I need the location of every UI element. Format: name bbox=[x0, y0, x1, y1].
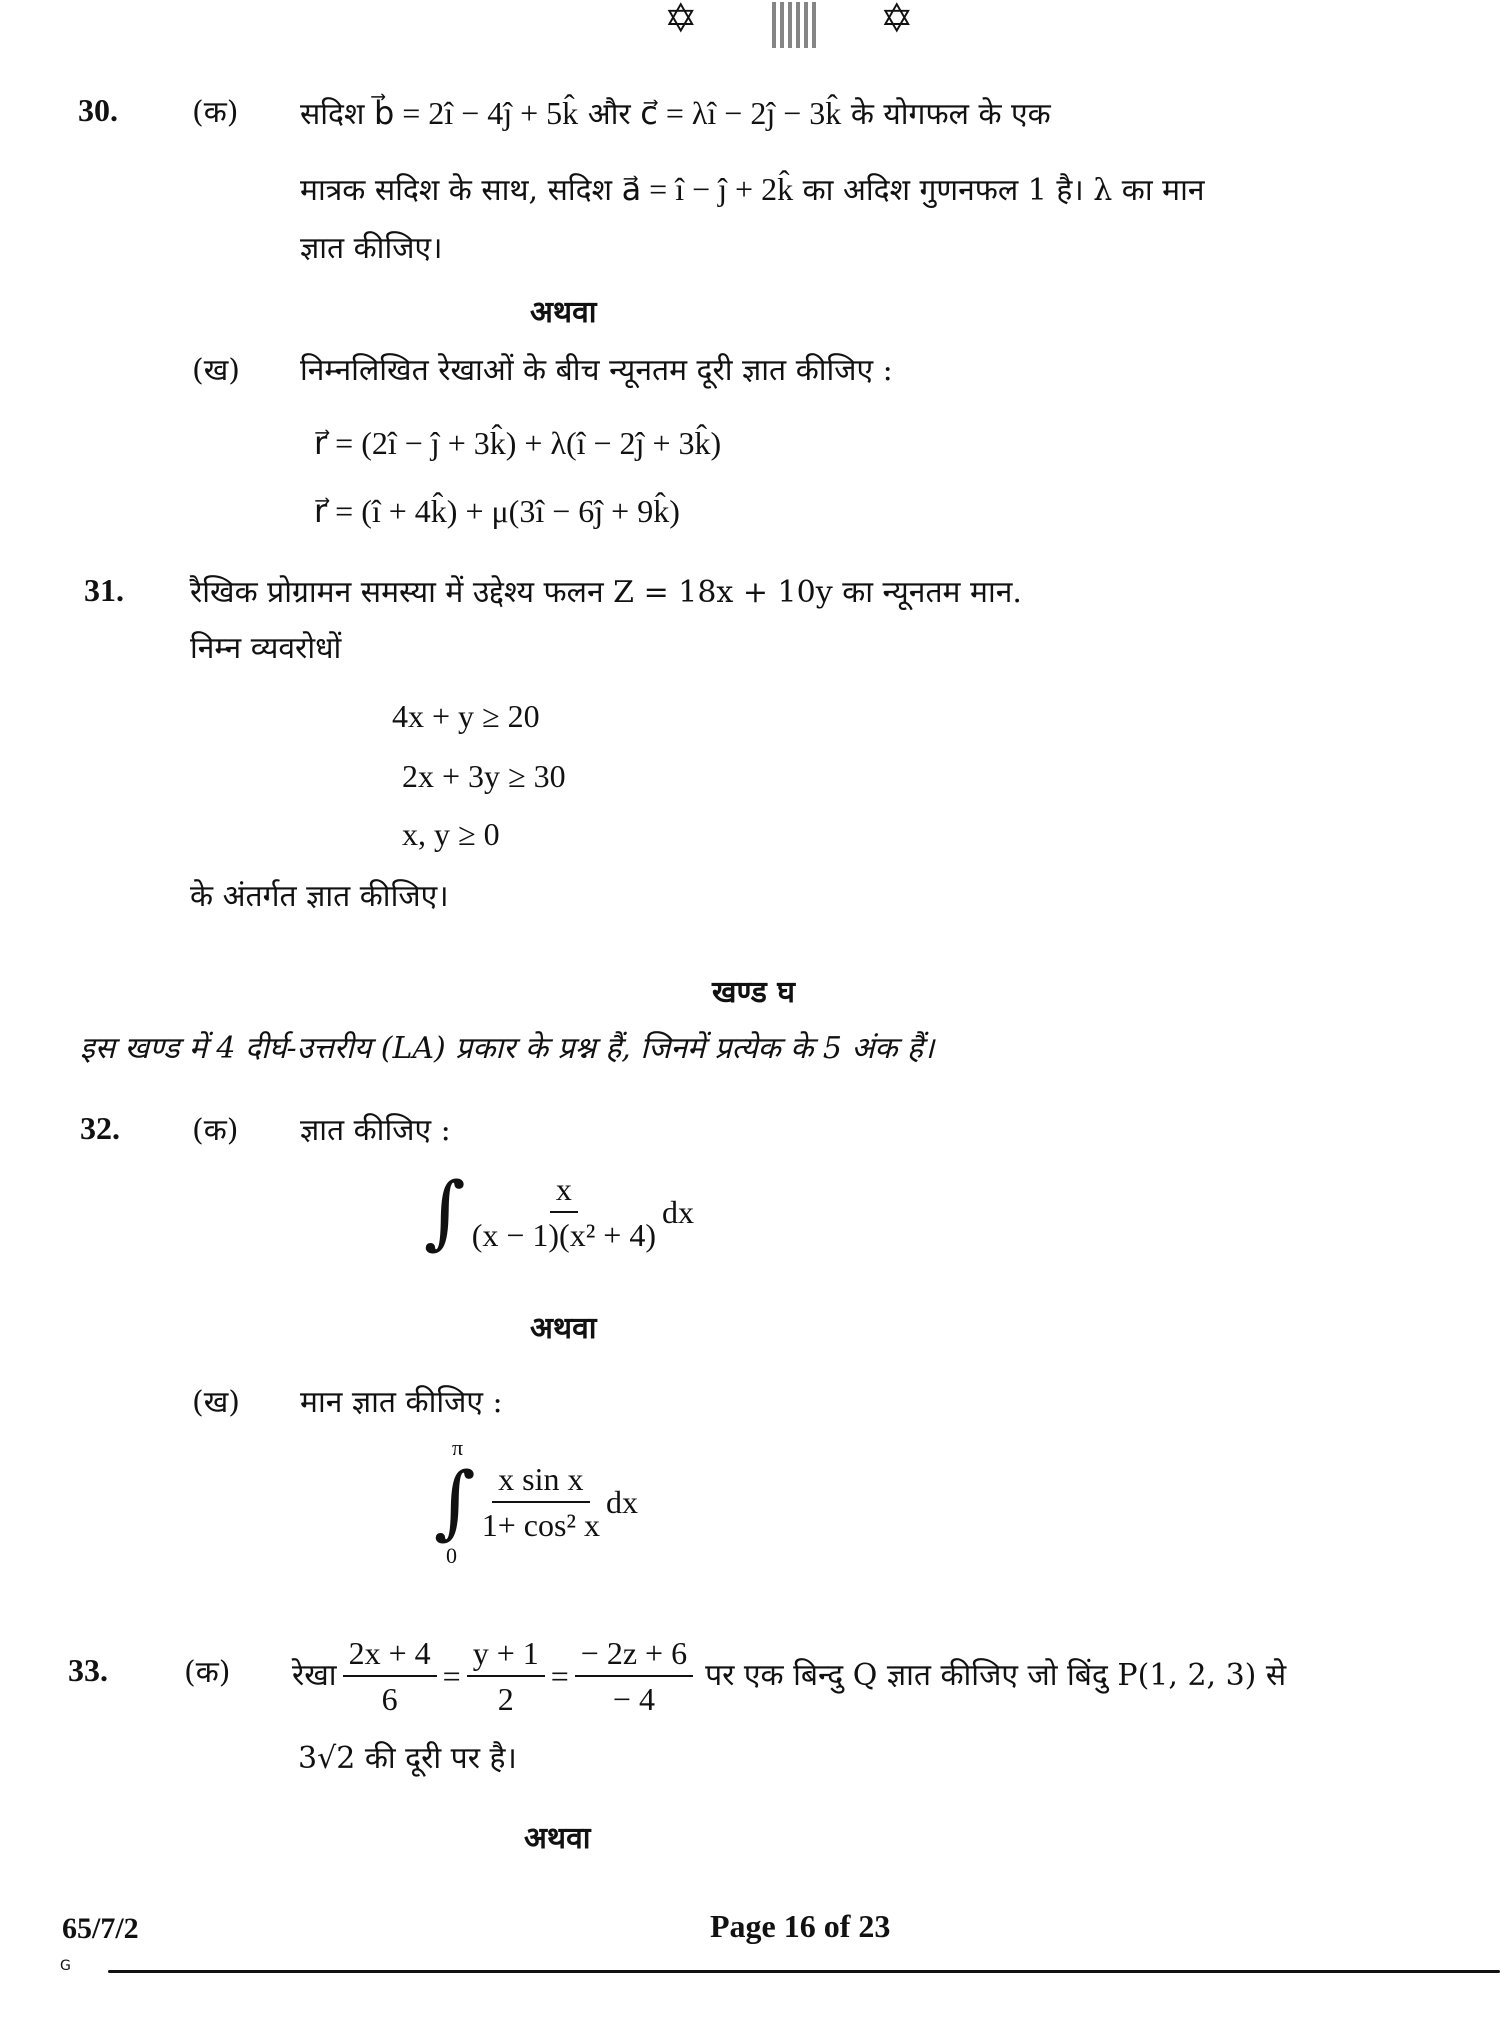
denominator: 1+ cos² x bbox=[481, 1507, 600, 1543]
question-number: 33. bbox=[68, 1652, 108, 1688]
line-equation: r⃗ = (2î − ĵ + 3k̂) + λ(î − 2ĵ + 3k̂) bbox=[314, 425, 722, 461]
section-title: खण्ड घ bbox=[712, 975, 796, 1010]
fraction bbox=[575, 1635, 693, 1717]
question-text: निम्न व्यवरोधों bbox=[190, 631, 342, 666]
constraint: 4x + y ≥ 20 bbox=[392, 698, 540, 734]
star-icon: ✡ bbox=[664, 0, 698, 42]
question-text: 3√2 की दूरी पर है। bbox=[298, 1741, 517, 1776]
star-icon: ✡ bbox=[880, 0, 914, 42]
or-divider: अथवा bbox=[524, 1821, 591, 1856]
question-number: 30. bbox=[78, 92, 118, 128]
fraction bbox=[343, 1635, 437, 1717]
part-label: (ख) bbox=[192, 353, 240, 388]
denominator: (x − 1)(x² + 4) bbox=[471, 1217, 656, 1253]
integral-sign: ∫ bbox=[424, 1165, 466, 1258]
numerator: x bbox=[550, 1171, 578, 1213]
equals: = bbox=[550, 1658, 569, 1694]
constraint: x, y ≥ 0 bbox=[402, 816, 500, 852]
text: सदिश bbox=[300, 97, 365, 132]
text: रेखा bbox=[292, 1658, 337, 1693]
text: मात्रक सदिश के साथ, सदिश bbox=[300, 173, 613, 208]
question-text: रैखिक प्रोग्रामन समस्या में उद्देश्य फलन Z = 18x + 10y का न्यूनतम मान. bbox=[190, 575, 1022, 610]
footer-rule bbox=[108, 1970, 1500, 1973]
question-text: के अंतर्गत ज्ञात कीजिए। bbox=[190, 879, 449, 914]
question-text bbox=[292, 1626, 1286, 1726]
text: और bbox=[587, 97, 631, 132]
definite-integral bbox=[434, 1436, 638, 1568]
print-mark: G bbox=[60, 1958, 71, 1974]
denominator: 6 bbox=[381, 1681, 398, 1717]
part-label: (क) bbox=[192, 95, 239, 130]
integral-with-limits bbox=[434, 1436, 476, 1568]
vector-c: c⃗ = λî − 2ĵ − 3k̂ bbox=[640, 95, 842, 131]
dx: dx bbox=[662, 1193, 694, 1230]
vector-a: a⃗ = î − ĵ + 2k̂ bbox=[621, 171, 794, 207]
fraction bbox=[472, 1171, 656, 1253]
question-text bbox=[300, 170, 1205, 210]
or-divider: अथवा bbox=[530, 295, 597, 330]
text: का अदिश गुणनफल 1 है। λ का मान bbox=[802, 173, 1205, 208]
question-text: निम्नलिखित रेखाओं के बीच न्यूनतम दूरी ज्ञात कीजिए : bbox=[300, 353, 893, 388]
section-instruction: इस खण्ड में 4 दीर्घ-उत्तरीय (LA) प्रकार के प्रश्न हैं, जिनमें प्रत्येक के 5 अंक हैं। bbox=[80, 1031, 935, 1066]
numerator: 2x + 4 bbox=[343, 1635, 437, 1677]
equals: = bbox=[442, 1658, 461, 1694]
text: के योगफल के एक bbox=[850, 97, 1051, 132]
paper-code: 65/7/2 bbox=[62, 1912, 139, 1945]
upper-limit: π bbox=[452, 1435, 464, 1460]
part-label: (क) bbox=[184, 1655, 231, 1690]
qr-code bbox=[772, 2, 816, 48]
constraint: 2x + 3y ≥ 30 bbox=[402, 758, 566, 794]
fraction bbox=[467, 1635, 545, 1717]
line-equation: r⃗ = (î + 4k̂) + μ(3î − 6ĵ + 9k̂) bbox=[314, 493, 680, 529]
question-text: ज्ञात कीजिए : bbox=[300, 1113, 451, 1148]
denominator: 2 bbox=[497, 1681, 514, 1717]
numerator: − 2z + 6 bbox=[575, 1635, 693, 1677]
page-number: Page 16 of 23 bbox=[710, 1908, 891, 1944]
question-text: मान ज्ञात कीजिए : bbox=[300, 1385, 503, 1420]
fraction bbox=[482, 1461, 600, 1543]
numerator: y + 1 bbox=[467, 1635, 545, 1677]
text: पर एक बिन्दु Q ज्ञात कीजिए जो बिंदु P(1, 2, 3) से bbox=[705, 1658, 1287, 1693]
question-text: ज्ञात कीजिए। bbox=[300, 231, 443, 266]
question-text bbox=[300, 94, 1051, 134]
integral-expression bbox=[424, 1165, 694, 1258]
numerator: x sin x bbox=[492, 1461, 589, 1503]
vector-b: b⃗ = 2î − 4ĵ + 5k̂ bbox=[373, 95, 579, 131]
denominator: − 4 bbox=[612, 1681, 655, 1717]
dx: dx bbox=[605, 1483, 638, 1520]
or-divider: अथवा bbox=[530, 1311, 597, 1346]
part-label: (क) bbox=[192, 1113, 239, 1148]
question-number: 31. bbox=[84, 572, 124, 608]
part-label: (ख) bbox=[192, 1385, 240, 1420]
integral-sign: ∫ bbox=[434, 1455, 476, 1548]
question-number: 32. bbox=[80, 1110, 120, 1146]
lower-limit: 0 bbox=[446, 1543, 457, 1568]
